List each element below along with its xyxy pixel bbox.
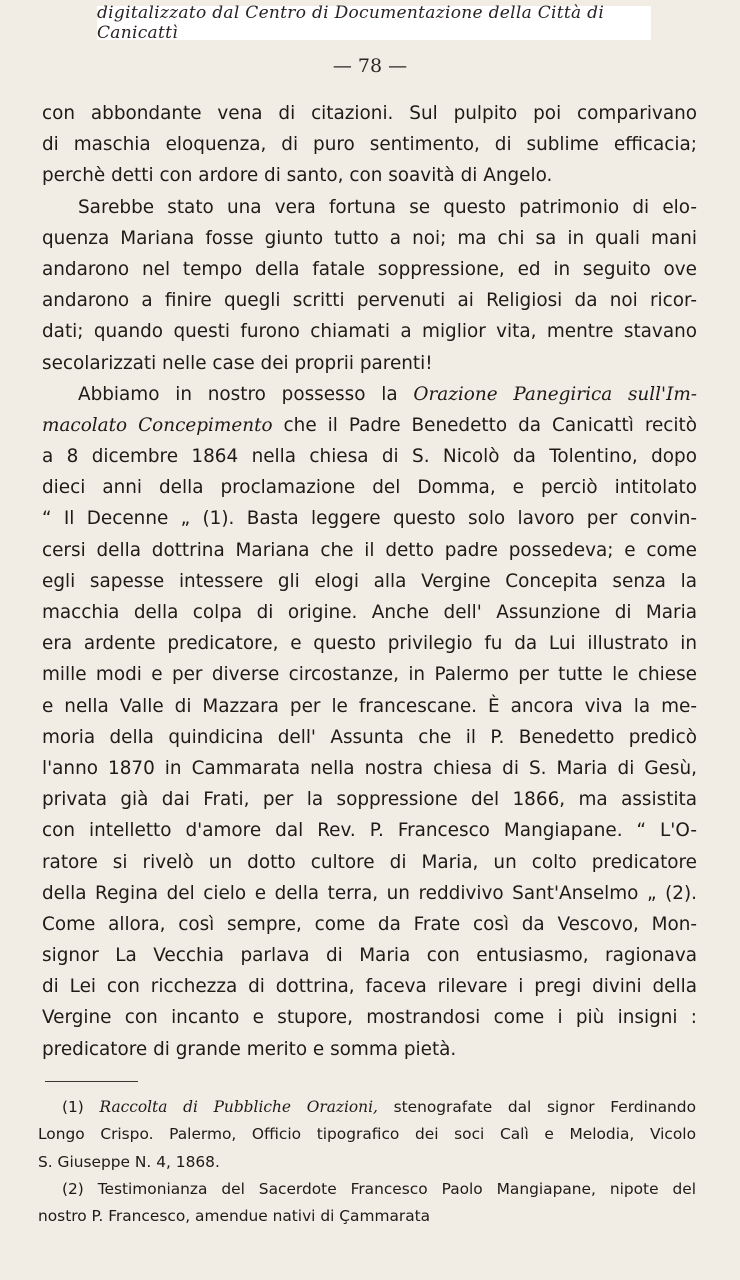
book-title: Orazione Panegirica sull'Im- xyxy=(413,383,697,405)
text-run: che il Padre Benedetto da Canicattì recitò xyxy=(272,414,697,436)
footnote-line xyxy=(38,1094,696,1121)
banner-text: digitalizzato dal Centro di Documentazione della Città di Canicattì xyxy=(97,3,605,43)
text-line: egli sapesse intessere gli elogi alla Vergine Concepita senza la xyxy=(42,570,697,592)
digitization-banner xyxy=(97,3,651,43)
text-line: dati; quando questi furono chiamati a miglior vita, mentre stavano xyxy=(42,321,697,343)
footnote-marker: (1) xyxy=(62,1098,100,1116)
text-line: con intelletto d'amore dal Rev. P. Francesco Mangiapane. “ L'O- xyxy=(42,820,697,842)
text-line: con abbondante vena di citazioni. Sul pulpito poi comparivano xyxy=(42,103,697,124)
text-line: privata già dai Frati, per la soppressione del 1866, ma assistita xyxy=(42,789,697,811)
book-title: macolato Concepimento xyxy=(42,414,273,436)
text-line: mille modi e per diverse circostanze, in Palermo per tutte le chiese xyxy=(42,664,697,686)
body-text xyxy=(42,98,697,1065)
footnote-title: Raccolta di Pubbliche Orazioni, xyxy=(99,1098,378,1116)
text-line: e nella Valle di Mazzara per le francescane. È ancora viva la me- xyxy=(42,695,697,717)
text-line: ratore si rivelò un dotto cultore di Maria, un colto predicatore xyxy=(42,851,697,873)
text-line: di Lei con ricchezza di dottrina, faceva rilevare i pregi divini della xyxy=(42,976,697,998)
footnote-line: S. Giuseppe N. 4, 1868. xyxy=(38,1152,220,1171)
text-run: stenografate dal signor Ferdinando xyxy=(377,1098,696,1116)
text-run: Abbiamo in nostro possesso la xyxy=(78,383,414,405)
text-line: Come allora, così sempre, come da Frate così da Vescovo, Mon- xyxy=(42,913,697,935)
text-line: predicatore di grande merito e somma pietà. xyxy=(42,1038,457,1060)
footnote-line: (2) Testimonianza del Sacerdote Francesco Paolo Mangiapane, nipote del xyxy=(62,1179,696,1198)
text-line: Vergine con incanto e stupore, mostrandosi come i più insigni : xyxy=(42,1007,697,1029)
text-line: macchia della colpa di origine. Anche dell' Assunzione di Maria xyxy=(42,602,697,623)
text-line: dieci anni della proclamazione del Domma, e perciò intitolato xyxy=(42,477,697,499)
text-line: moria della quindicina dell' Assunta che il P. Benedetto predicò xyxy=(42,726,697,748)
text-line: della Regina del cielo e della terra, un reddivivo Sant'Anselmo „ (2). xyxy=(42,882,697,904)
text-line: di maschia eloquenza, di puro sentimento, di sublime efficacia; xyxy=(42,134,697,156)
text-line: cersi della dottrina Mariana che il detto padre possedeva; e come xyxy=(42,539,697,561)
text-line: a 8 dicembre 1864 nella chiesa di S. Nicolò da Tolentino, dopo xyxy=(42,446,697,468)
text-line: andarono a finire quegli scritti pervenuti ai Religiosi da noi ricor- xyxy=(42,290,697,312)
text-line xyxy=(42,379,697,410)
text-line: era ardente predicatore, e questo privilegio fu da Lui illustrato in xyxy=(42,633,697,655)
text-line: quenza Mariana fosse giunto tutto a noi; ma chi sa in quali mani xyxy=(42,227,697,249)
footnote-line: nostro P. Francesco, amendue nativi di Çammarata xyxy=(38,1207,431,1226)
text-line xyxy=(42,410,697,441)
text-line: l'anno 1870 in Cammarata nella nostra chiesa di S. Maria di Gesù, xyxy=(42,757,697,779)
footnote-line: Longo Crispo. Palermo, Officio tipografico dei soci Calì e Melodia, Vicolo xyxy=(38,1125,696,1144)
page-number: — 78 — xyxy=(332,55,408,77)
text-line: Sarebbe stato una vera fortuna se questo patrimonio di elo- xyxy=(78,196,697,218)
text-line: signor La Vecchia parlava di Maria con entusiasmo, ragionava xyxy=(42,945,697,967)
text-line: andarono nel tempo della fatale soppressione, ed in seguito ove xyxy=(42,258,697,280)
footnote-divider xyxy=(45,1081,138,1082)
text-line: perchè detti con ardore di santo, con soavità di Angelo. xyxy=(42,165,553,187)
text-line: secolarizzati nelle case dei proprii parenti! xyxy=(42,352,433,374)
footnotes xyxy=(38,1094,696,1230)
text-line: “ Il Decenne „ (1). Basta leggere questo solo lavoro per convin- xyxy=(42,508,697,530)
